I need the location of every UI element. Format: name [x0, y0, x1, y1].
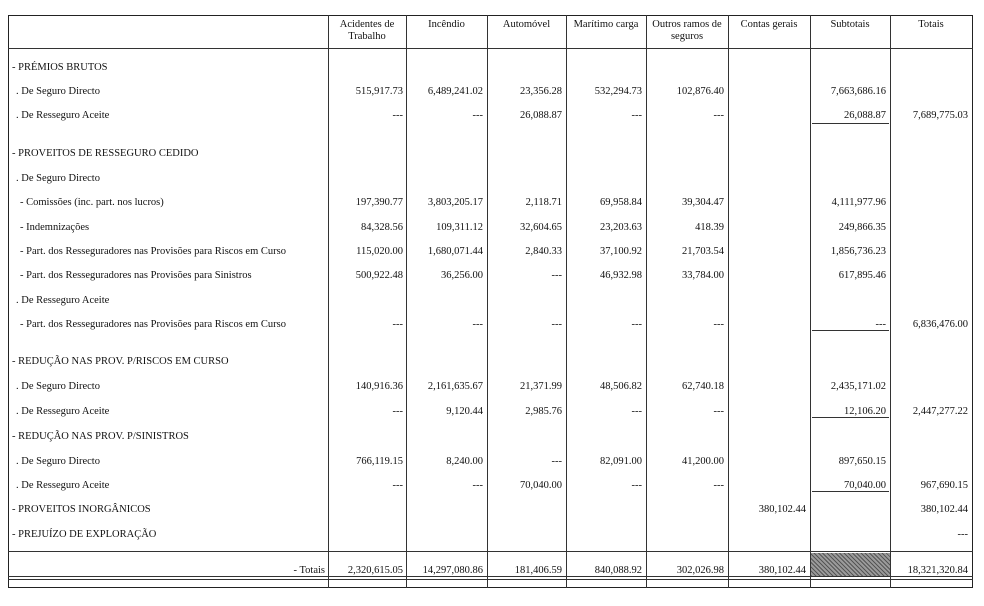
row-label: - Part. dos Resseguradores nas Provisões para Riscos em Curso [20, 319, 286, 330]
header-automovel: Automóvel [502, 19, 551, 30]
cell-value: --- [551, 319, 562, 330]
column-divider [406, 15, 407, 588]
cell-value: 766,119.15 [356, 456, 403, 467]
cell-value: 21,703.54 [682, 246, 724, 257]
cell-value: 4,111,977.96 [831, 197, 886, 208]
cell-value: --- [713, 319, 724, 330]
cell-value: 36,256.00 [441, 270, 483, 281]
cell-value: --- [472, 110, 483, 121]
header-contas-gerais: Contas gerais [740, 19, 798, 30]
cell-value: 70,040.00 [844, 480, 886, 491]
totals-double-rule [8, 579, 973, 580]
header-totais: Totais [918, 19, 944, 30]
cell-value: 82,091.00 [600, 456, 642, 467]
row-label: - Indemnizações [20, 222, 90, 233]
cell-value: --- [392, 480, 403, 491]
financial-table [8, 15, 973, 588]
total-automovel: 181,406.59 [514, 565, 562, 576]
cell-value: 617,895.46 [838, 270, 886, 281]
cell-value: 37,100.92 [600, 246, 642, 257]
cell-value: 70,040.00 [520, 480, 562, 491]
cell-value: --- [472, 480, 483, 491]
cell-value: 39,304.47 [682, 197, 724, 208]
total-outros: 302,026.98 [676, 565, 724, 576]
row-label: - REDUÇÃO NAS PROV. P/RISCOS EM CURSO [12, 356, 229, 367]
cell-value: 140,916.36 [355, 381, 403, 392]
total-maritimo: 840,088.92 [594, 565, 642, 576]
column-divider [890, 15, 891, 588]
cell-value: 3,803,205.17 [427, 197, 483, 208]
column-divider [328, 15, 329, 588]
cell-value: 102,876.40 [676, 86, 724, 97]
row-label: - PROVEITOS INORGÂNICOS [12, 504, 151, 515]
subtotal-underline [812, 123, 889, 124]
column-divider [566, 15, 567, 588]
cell-value: 46,932.98 [600, 270, 642, 281]
row-label: . De Seguro Directo [16, 456, 100, 467]
cell-value: 2,840.33 [525, 246, 562, 257]
row-label: - PROVEITOS DE RESSEGURO CEDIDO [12, 148, 199, 159]
cell-value: 197,390.77 [355, 197, 403, 208]
cell-value: 6,489,241.02 [427, 86, 483, 97]
cell-value: 84,328.56 [361, 222, 403, 233]
column-divider [646, 15, 647, 588]
total-contas: 380,102.44 [758, 565, 806, 576]
grand-total: 18,321,320.84 [907, 565, 968, 576]
cell-value: 380,102.44 [920, 504, 968, 515]
cell-value: --- [713, 110, 724, 121]
cell-value: 33,784.00 [682, 270, 724, 281]
column-divider [810, 15, 811, 588]
cell-value: --- [392, 319, 403, 330]
cell-value: 967,690.15 [920, 480, 968, 491]
cell-value: 418.39 [695, 222, 724, 233]
cell-value: 2,118.71 [525, 197, 562, 208]
cell-value: 2,161,635.67 [427, 381, 483, 392]
header-outros-ramos: Outros ramos de seguros [652, 19, 722, 42]
row-label: - Comissões (inc. part. nos lucros) [20, 197, 164, 208]
cell-value: --- [713, 480, 724, 491]
cell-value: --- [551, 456, 562, 467]
cell-value: --- [631, 406, 642, 417]
cell-value: --- [631, 480, 642, 491]
header-maritimo-carga: Marítimo carga [573, 19, 639, 30]
cell-value: 532,294.73 [594, 86, 642, 97]
cell-value: 26,088.87 [844, 110, 886, 121]
cell-value: 115,020.00 [356, 246, 403, 257]
row-label: . De Seguro Directo [16, 86, 100, 97]
total-acidentes: 2,320,615.05 [347, 565, 403, 576]
cell-value: 2,985.76 [525, 406, 562, 417]
cell-value: 21,371.99 [520, 381, 562, 392]
row-label: - REDUÇÃO NAS PROV. P/SINISTROS [12, 431, 189, 442]
cell-value: 897,650.15 [838, 456, 886, 467]
total-incendio: 14,297,080.86 [422, 565, 483, 576]
cell-value: 1,680,071.44 [427, 246, 483, 257]
totals-label: - Totais [293, 565, 325, 576]
row-label: - PREJUÍZO DE EXPLORAÇÃO [12, 529, 157, 540]
cell-value: --- [631, 110, 642, 121]
row-label: - Part. dos Resseguradores nas Provisões para Sinistros [20, 270, 252, 281]
cell-value: --- [957, 529, 968, 540]
row-label: . De Seguro Directo [16, 381, 100, 392]
cell-value: 2,447,277.22 [912, 406, 968, 417]
cell-value: --- [392, 110, 403, 121]
cell-value: 380,102.44 [758, 504, 806, 515]
cell-value: 23,356.28 [520, 86, 562, 97]
cell-value: 6,836,476.00 [912, 319, 968, 330]
cell-value: --- [392, 406, 403, 417]
row-label: . De Resseguro Aceite [16, 406, 110, 417]
cell-value: 9,120.44 [446, 406, 483, 417]
cell-value: --- [713, 406, 724, 417]
header-incendio: Incêndio [428, 19, 465, 30]
cell-value: 12,106.20 [844, 406, 886, 417]
cell-value: --- [472, 319, 483, 330]
cell-value: 23,203.63 [600, 222, 642, 233]
cell-value: 8,240.00 [446, 456, 483, 467]
cell-value: --- [551, 270, 562, 281]
cell-value: 249,866.35 [838, 222, 886, 233]
header-divider [8, 48, 973, 49]
cell-value: 26,088.87 [520, 110, 562, 121]
header-subtotais: Subtotais [830, 19, 870, 30]
row-label: - PRÉMIOS BRUTOS [12, 62, 108, 73]
row-label: . De Resseguro Aceite [16, 480, 110, 491]
header-acidentes-de-trabalho: Acidentes de Trabalho [339, 19, 395, 42]
cell-value: 7,689,775.03 [912, 110, 968, 121]
cell-value: 1,856,736.23 [830, 246, 886, 257]
row-label: . De Seguro Directo [16, 173, 100, 184]
cell-value: 2,435,171.02 [830, 381, 886, 392]
row-label: - Part. dos Resseguradores nas Provisões para Riscos em Curso [20, 246, 286, 257]
cell-value: 32,604.65 [520, 222, 562, 233]
column-divider [487, 15, 488, 588]
cell-value: 69,958.84 [600, 197, 642, 208]
cell-value: 515,917.73 [355, 86, 403, 97]
row-label: . De Resseguro Aceite [16, 295, 110, 306]
cell-value: 48,506.82 [600, 381, 642, 392]
cell-value: --- [631, 319, 642, 330]
row-label: . De Resseguro Aceite [16, 110, 110, 121]
shaded-cell [811, 553, 890, 576]
cell-value: 41,200.00 [682, 456, 724, 467]
column-divider [728, 15, 729, 588]
cell-value: 62,740.18 [682, 381, 724, 392]
cell-value: 109,311.12 [436, 222, 483, 233]
cell-value: 500,922.48 [355, 270, 403, 281]
cell-value: --- [875, 319, 886, 330]
cell-value: 7,663,686.16 [830, 86, 886, 97]
totals-divider [8, 551, 973, 552]
